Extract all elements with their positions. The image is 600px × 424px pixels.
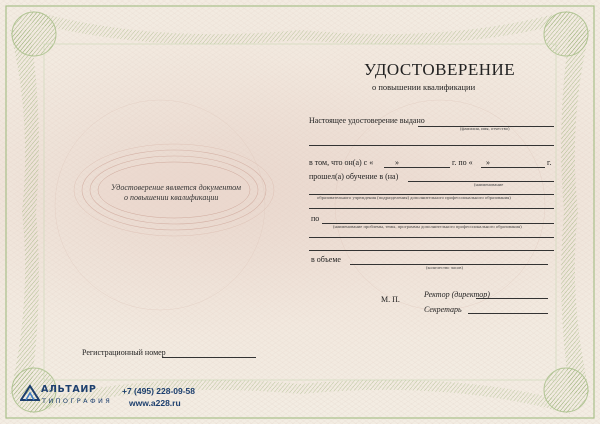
registration-label: Регистрационный номер (82, 348, 166, 357)
period-quote-1: » (395, 158, 399, 167)
seal-caption-line1: Удостоверение является документом (111, 183, 241, 192)
issued-name-line-2[interactable] (309, 145, 554, 146)
volume-hint: (количество часов) (426, 265, 463, 270)
secretary-label: Секретарь (424, 305, 462, 314)
program-label: по (311, 214, 320, 223)
period-start-day-line[interactable] (384, 167, 402, 168)
secretary-signature-line[interactable] (468, 313, 548, 314)
issued-hint: (фамилия, имя, отчество) (460, 126, 510, 131)
period-end-day-line[interactable] (481, 167, 493, 168)
period-start-month-line[interactable] (402, 167, 450, 168)
institution-hint: образовательного учреждения (подразделения) дополнительного профессионального образования) (317, 195, 511, 200)
certificate-title: УДОСТОВЕРЕНИЕ (364, 60, 516, 79)
period-g-end: г. (547, 158, 552, 167)
studied-hint: (наименование (474, 182, 504, 187)
stamp-label: М. П. (381, 295, 400, 304)
institution-line-2[interactable] (309, 208, 554, 209)
program-hint: (наименование проблемы, темы, программы дополнительного профессионального образования) (333, 224, 522, 229)
rector-signature-line[interactable] (476, 298, 548, 299)
certificate-subtitle: о повышении квалификации (372, 82, 476, 92)
studied-label: прошел(а) обучение в (на) (309, 172, 399, 181)
altair-triangle-logo-icon (20, 384, 40, 402)
brand-site-link[interactable]: www.a228.ru (129, 398, 181, 408)
rector-label: Ректор (директор) (424, 290, 490, 299)
brand-subtitle: ТИПОГРАФИЯ (42, 397, 113, 405)
period-g-to: г. по « (452, 158, 473, 167)
volume-label: в объеме (311, 255, 341, 264)
brand-name: АЛЬТАИР (41, 384, 97, 395)
registration-line[interactable] (162, 357, 256, 358)
seal-caption-line2: о повышении квалификации (124, 193, 219, 202)
brand-phone[interactable]: +7 (495) 228-09-58 (122, 386, 196, 396)
issued-label: Настоящее удостоверение выдано (309, 116, 425, 125)
period-quote-2: » (486, 158, 490, 167)
period-end-month-line[interactable] (493, 167, 545, 168)
program-line-2[interactable] (309, 237, 554, 238)
period-label: в том, что он(а) с « (309, 158, 374, 167)
program-line-3[interactable] (309, 250, 554, 251)
